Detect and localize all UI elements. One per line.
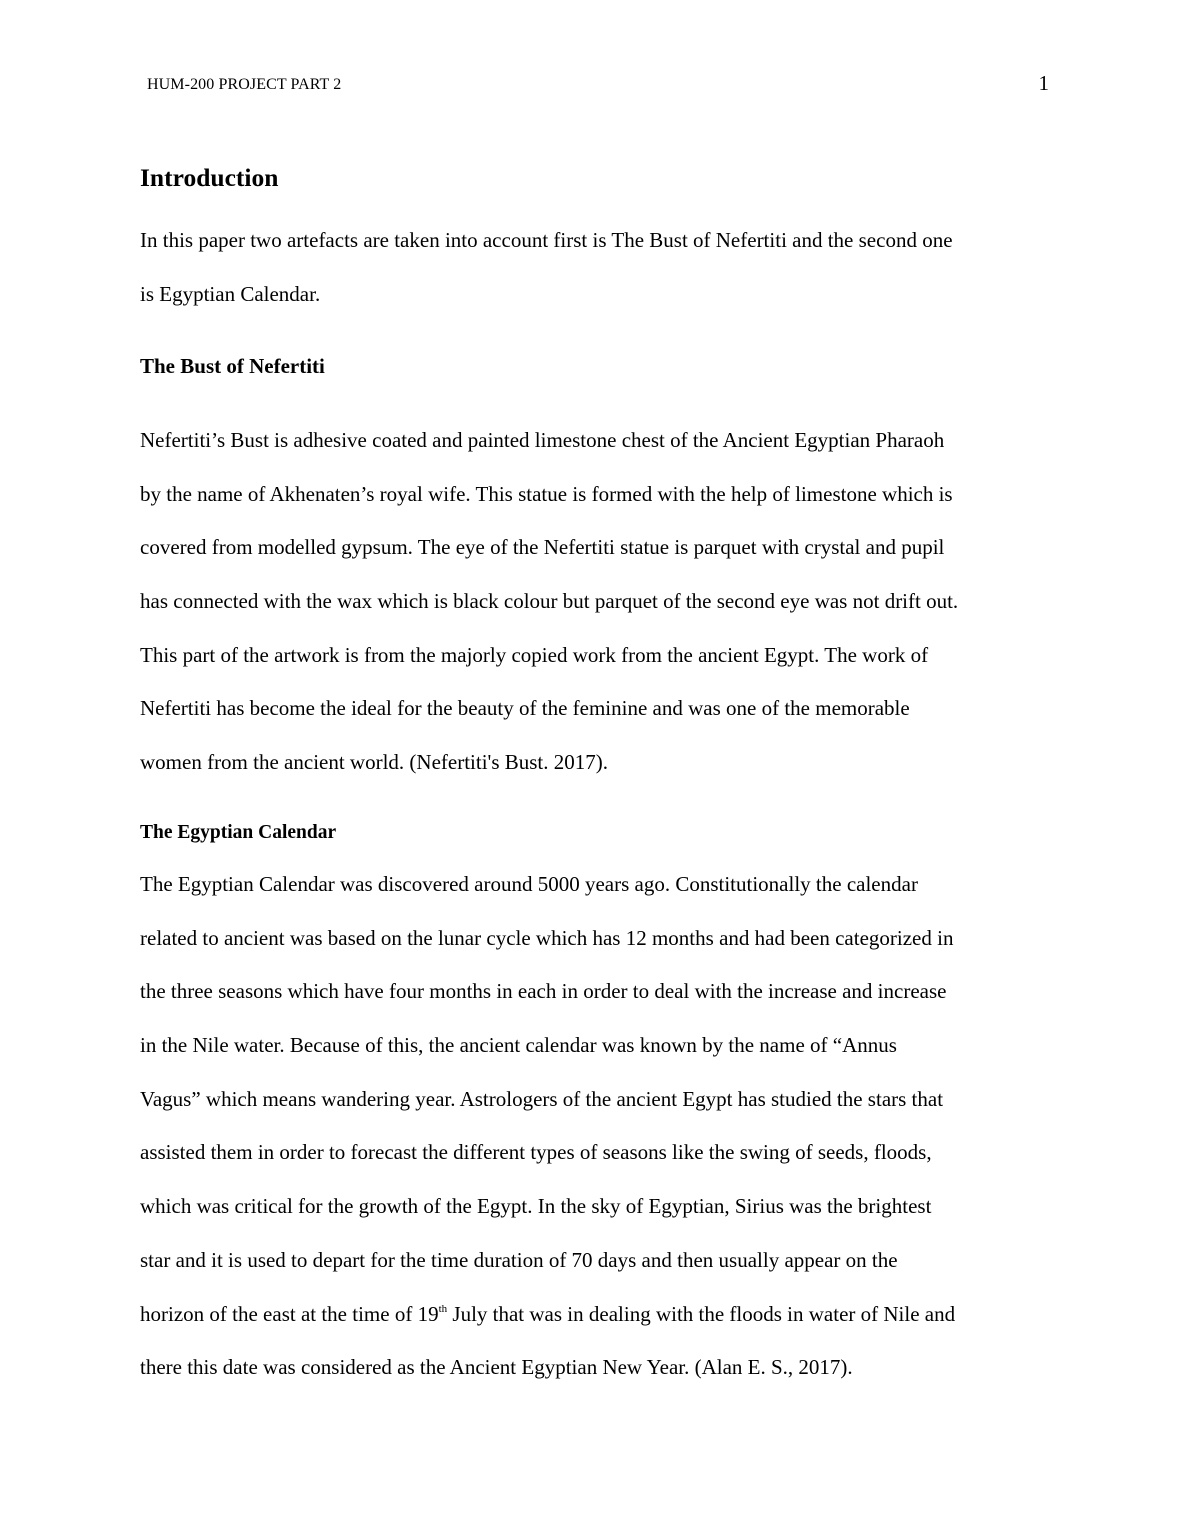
page-number: 1 xyxy=(1038,71,1049,95)
introduction-paragraph xyxy=(140,227,1055,334)
paragraph-line: covered from modelled gypsum. The eye of the Nefertiti statue is parquet with crystal and pupil xyxy=(140,535,945,560)
paragraph-line: The Egyptian Calendar was discovered around 5000 years ago. Constitutionally the calendar xyxy=(140,872,918,896)
line-text: horizon of the east at the time of 19 xyxy=(140,1301,439,1326)
paragraph-line: which was critical for the growth of the Egypt. In the sky of Egyptian, Sirius was the brightest xyxy=(140,1194,932,1219)
paragraph-line: by the name of Akhenaten’s royal wife. This statue is formed with the help of limestone which is xyxy=(140,481,953,506)
paragraph-line: there this date was considered as the Ancient Egyptian New Year. (Alan E. S., 2017). xyxy=(140,1355,853,1380)
bust-heading: The Bust of Nefertiti xyxy=(140,354,325,378)
paragraph-line: has connected with the wax which is black colour but parquet of the second eye was not drift out. xyxy=(140,589,959,614)
paragraph-line: related to ancient was based on the lunar cycle which has 12 months and had been categorized in xyxy=(140,925,954,950)
paragraph-line: women from the ancient world. (Nefertiti's Bust. 2017). xyxy=(140,750,609,775)
bust-paragraph xyxy=(140,427,1055,803)
line-text: July that was in dealing with the floods in water of Nile and xyxy=(447,1301,956,1326)
paragraph-line: star and it is used to depart for the time duration of 70 days and then usually appear on the xyxy=(140,1247,898,1272)
paragraph-line: Vagus” which means wandering year. Astrologers of the ancient Egypt has studied the stars that xyxy=(140,1086,944,1111)
ordinal-superscript: th xyxy=(438,1302,448,1315)
paragraph-line: Nefertiti’s Bust is adhesive coated and painted limestone chest of the Ancient Egyptian Pharaoh xyxy=(140,428,945,452)
calendar-paragraph xyxy=(140,871,1055,1408)
paragraph-line xyxy=(140,1301,1055,1355)
running-head: HUM-200 PROJECT PART 2 xyxy=(147,76,342,93)
paragraph-line: in the Nile water. Because of this, the ancient calendar was known by the name of “Annus xyxy=(140,1033,897,1058)
introduction-heading: Introduction xyxy=(140,163,279,192)
paragraph-line: In this paper two artefacts are taken into account first is The Bust of Nefertiti and the second one xyxy=(140,228,953,252)
calendar-heading: The Egyptian Calendar xyxy=(140,822,337,843)
paragraph-line: the three seasons which have four months in each in order to deal with the increase and increase xyxy=(140,979,947,1004)
paragraph-line: This part of the artwork is from the majorly copied work from the ancient Egypt. The work of xyxy=(140,642,929,667)
paragraph-line: is Egyptian Calendar. xyxy=(140,281,321,306)
paragraph-line: Nefertiti has become the ideal for the beauty of the feminine and was one of the memorable xyxy=(140,696,910,721)
paragraph-line: assisted them in order to forecast the different types of seasons like the swing of seeds, floods, xyxy=(140,1140,932,1165)
